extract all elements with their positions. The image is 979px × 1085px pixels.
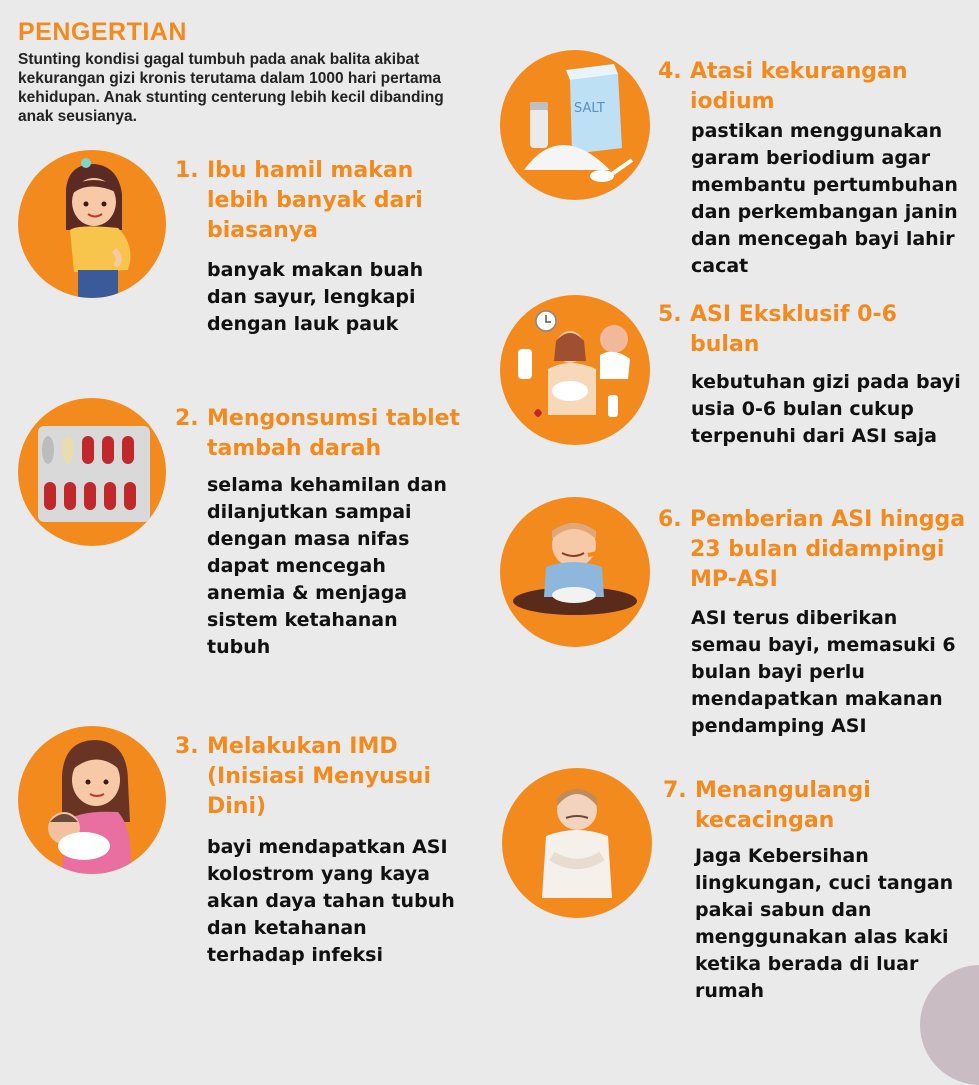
item-2-title: 2. Mengonsumsi tablet tambah darah [175,406,461,461]
baby-eating-icon [500,497,650,647]
item-2-number: 2. [175,406,199,431]
item-7-title: 7. Menangulangi kecacingan [663,778,871,833]
sick-child-icon [502,768,652,918]
exclusive-breastfeeding-icon [500,295,650,445]
item-7-number: 7. [663,778,687,803]
item-5-number: 5. [658,302,682,327]
item-1-description: banyak makan buah dan sayur, lengkapi dengan lauk pauk [207,259,424,335]
item-1-title: 1. Ibu hamil makan lebih banyak dari biasanya [175,158,423,243]
salt-icon [500,50,650,200]
item-7-description: Jaga Kebersihan lingkungan, cuci tangan pakai sabun dan menggunakan alas kaki ketika berada di luar rumah [695,845,954,1002]
item-3-description: bayi mendapatkan ASI kolostrom yang kaya akan daya tahan tubuh dan ketahanan terhadap infeksi [207,836,455,966]
breastfeeding-mother-icon [18,726,166,874]
intro-text: Stunting kondisi gagal tumbuh pada anak balita akibat kekurangan gizi kronis terutama dalam 1000 hari pertama kehidupan. Anak stunting centerung lebih kecil dibanding anak seusianya. [18,51,444,125]
item-2-description: selama kehamilan dan dilanjutkan sampai dengan masa nifas dapat mencegah anemia & menjaga sistem ketahanan tubuh [207,474,447,658]
pregnant-woman-icon [18,150,166,298]
page-heading: PENGERTIAN [18,18,187,46]
item-1-number: 1. [175,158,199,183]
item-6-title: 6. Pemberian ASI hingga 23 bulan didampingi MP-ASI [658,507,966,592]
item-3-number: 3. [175,734,199,759]
item-4-title: 4. Atasi kekurangan iodium [658,59,908,114]
item-4-description: pastikan menggunakan garam beriodium agar membantu pertumbuhan dan perkembangan janin dan mencegah bayi lahir cacat [691,120,958,277]
item-6-number: 6. [658,507,682,532]
item-5-title: 5. ASI Eksklusif 0-6 bulan [658,302,897,357]
item-6-description: ASI terus diberikan semau bayi, memasuki 6 bulan bayi perlu mendapatkan makanan pendamping ASI [691,607,956,737]
item-5-description: kebutuhan gizi pada bayi usia 0-6 bulan cukup terpenuhi dari ASI saja [691,371,961,447]
salt-label: SALT [574,101,605,116]
item-4-number: 4. [658,59,682,84]
item-3-title: 3. Melakukan IMD (Inisiasi Menyusui Dini) [175,734,431,819]
tablet-blister-icon [18,398,166,546]
